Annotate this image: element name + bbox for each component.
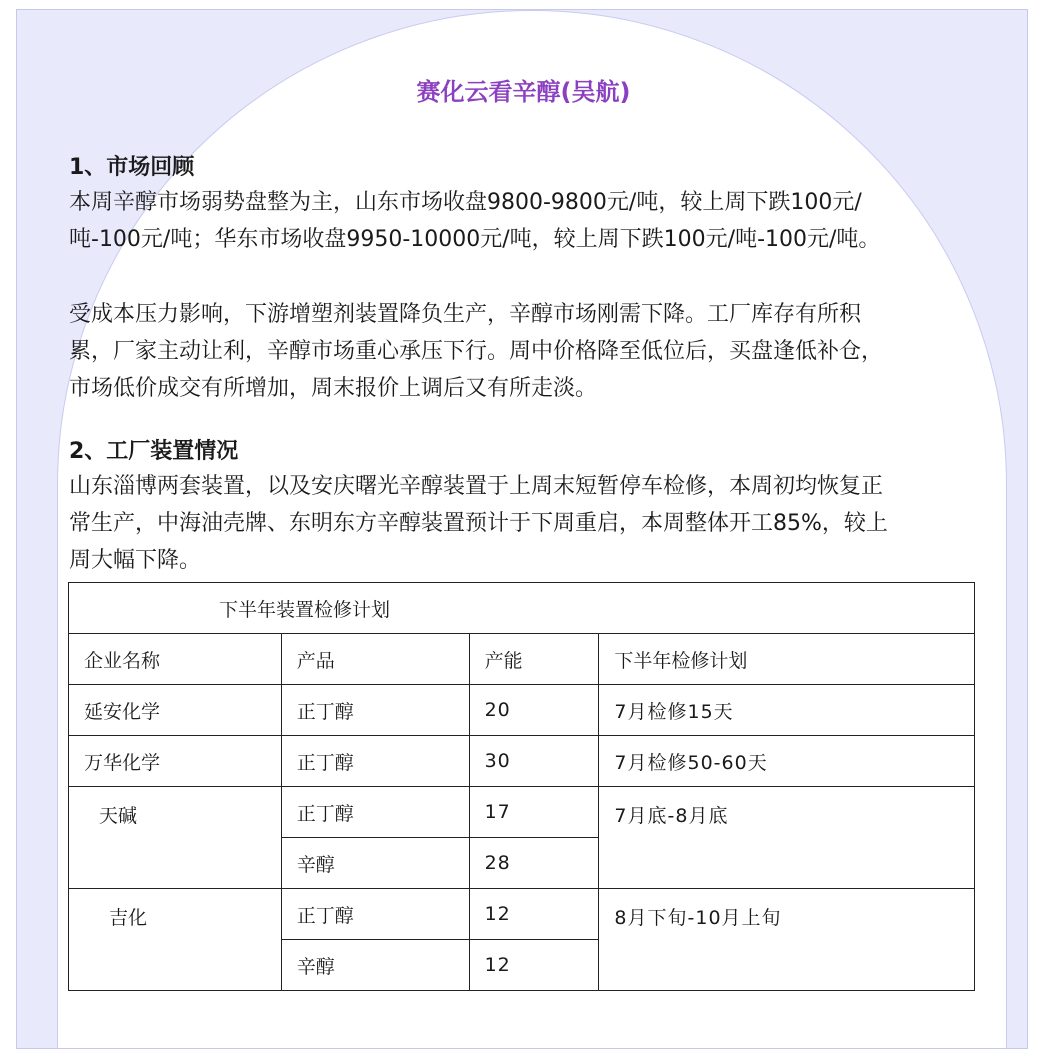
text-line: 受成本压力影响，下游增塑剂装置降负生产，辛醇市场刚需下降。工厂库存有所积	[69, 302, 862, 327]
cell-company: 天碱	[69, 787, 282, 889]
cell-plan: 7月检修50-60天	[599, 736, 975, 787]
article-title: 赛化云看辛醇(吴航)	[416, 78, 631, 106]
cell-product: 正丁醇	[281, 685, 469, 736]
cell-company: 万华化学	[69, 736, 282, 787]
cell-plan: 8月下旬-10月上旬	[599, 889, 975, 991]
maintenance-plan-table	[68, 582, 975, 991]
text-line: 市场低价成交有所增加，周末报价上调后又有所走淡。	[69, 376, 598, 401]
cell-product: 正丁醇	[281, 736, 469, 787]
table-row	[69, 889, 975, 940]
table-row	[69, 736, 975, 787]
cell-product: 辛醇	[281, 940, 469, 991]
table-row	[69, 787, 975, 838]
market-review-paragraph-1	[69, 184, 969, 258]
column-header-product: 产品	[281, 634, 469, 685]
text-line: 山东淄博两套装置，以及安庆曙光辛醇装置于上周末短暂停车检修，本周初均恢复正	[69, 474, 884, 499]
section-heading-market-review: 1、市场回顾	[69, 155, 195, 180]
text-line: 累，厂家主动让利，辛醇市场重心承压下行。周中价格降至低位后，买盘逢低补仓，	[69, 339, 884, 364]
cell-product: 正丁醇	[281, 889, 469, 940]
text-line: 本周辛醇市场弱势盘整为主，山东市场收盘9800-9800元/吨，较上周下跌100元/	[69, 190, 862, 215]
cell-company: 吉化	[69, 889, 282, 991]
cell-company: 延安化学	[69, 685, 282, 736]
cell-plan: 7月底-8月底	[599, 787, 975, 889]
column-header-capacity: 产能	[469, 634, 599, 685]
cell-capacity: 20	[469, 685, 599, 736]
column-header-company: 企业名称	[69, 634, 282, 685]
text-line: 周大幅下降。	[69, 548, 202, 573]
text-line: 常生产，中海油壳牌、东明东方辛醇装置预计于下周重启，本周整体开工85%，较上	[69, 511, 888, 536]
plant-status-paragraph	[69, 468, 969, 579]
table-row	[69, 685, 975, 736]
table-header-row	[69, 634, 975, 685]
cell-capacity: 28	[469, 838, 599, 889]
table-caption: 下半年装置检修计划	[69, 583, 975, 634]
cell-capacity: 17	[469, 787, 599, 838]
cell-capacity: 30	[469, 736, 599, 787]
cell-capacity: 12	[469, 889, 599, 940]
cell-plan: 7月检修15天	[599, 685, 975, 736]
market-review-paragraph-2	[69, 296, 969, 407]
cell-product: 正丁醇	[281, 787, 469, 838]
section-heading-plant-status: 2、工厂装置情况	[69, 439, 239, 464]
cell-capacity: 12	[469, 940, 599, 991]
cell-product: 辛醇	[281, 838, 469, 889]
table-caption-row	[69, 583, 975, 634]
text-line: 吨-100元/吨；华东市场收盘9950-10000元/吨，较上周下跌100元/吨-100元/吨。	[69, 227, 881, 252]
column-header-plan: 下半年检修计划	[599, 634, 975, 685]
